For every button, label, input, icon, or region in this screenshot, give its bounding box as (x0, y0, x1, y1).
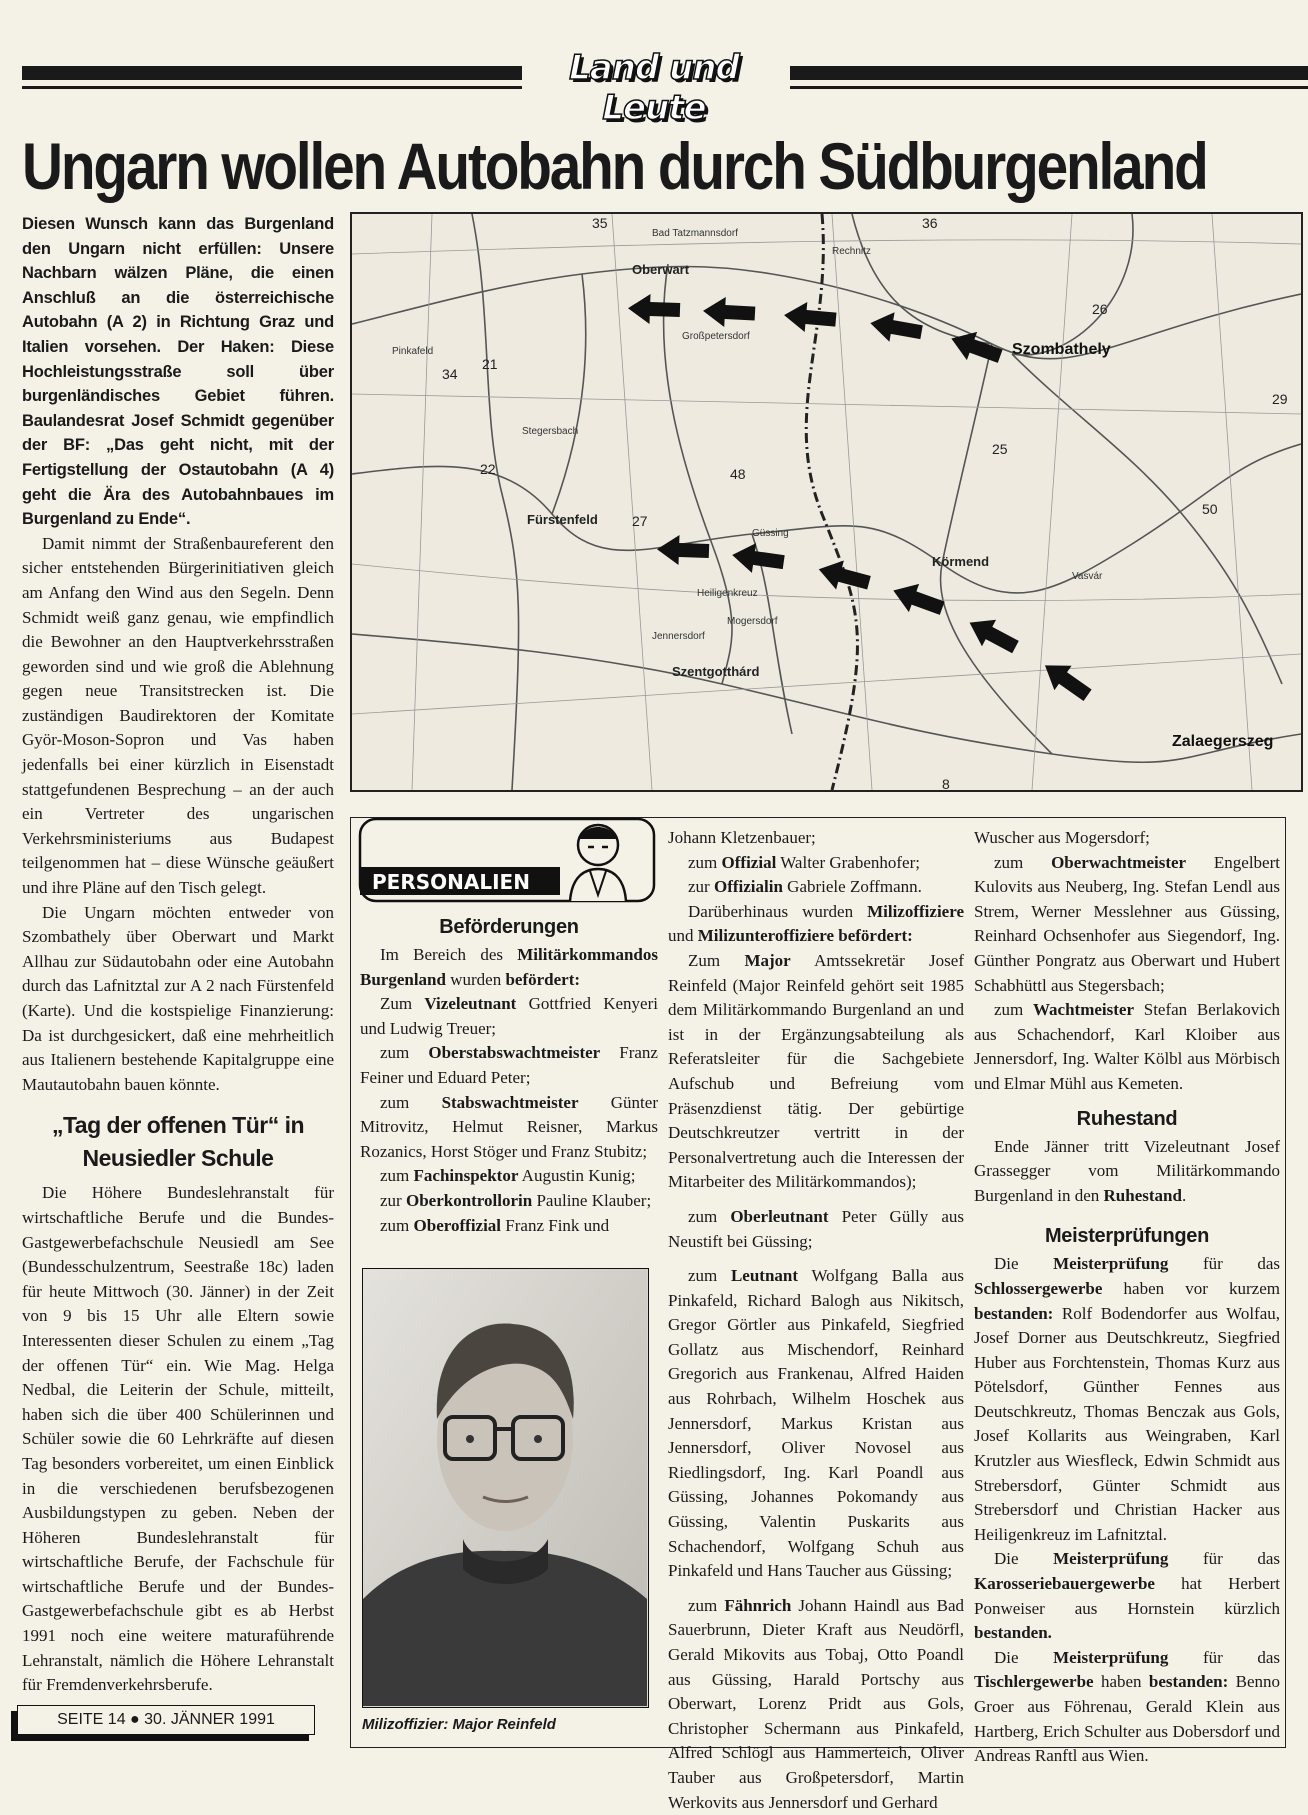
map-town: Vasvár (1072, 571, 1103, 582)
text-run: Engelbert Kulovits aus Neuberg, Ing. Stefan Lendl aus Strem, Werner Messlehner aus Güssing, Reinhard Ochsenhofer aus Siegendorf, Ing. Günther Pongratz aus Oberwart und Hubert Schabhüttl aus Stegersbach; (974, 852, 1280, 995)
personalien-paragraph (974, 826, 1280, 851)
map-town: Zalaegerszeg (1172, 733, 1274, 750)
personalien-paragraph (360, 1041, 658, 1090)
road-number: 48 (730, 466, 746, 482)
text-run: zum (688, 1595, 725, 1615)
personalien-paragraph (974, 998, 1280, 1096)
bold-term: Leutnant (730, 1266, 799, 1286)
road-number: 35 (592, 215, 608, 231)
bold-term: Meisterprüfung (1053, 1647, 1169, 1667)
road-number: 26 (1092, 301, 1108, 317)
road-number: 29 (1272, 391, 1288, 407)
personalien-column-2 (668, 826, 964, 1815)
text-run: und (668, 926, 698, 946)
bold-term: Offizial (721, 852, 777, 872)
road-number: 22 (480, 461, 496, 477)
bold-term: befördert: (505, 969, 581, 989)
school-paragraph: Die Höhere Bundeslehranstalt für wirtschaftliche Berufe und die Bundes-Gastgewerbefachschule Neusiedl am See (Bundesschulzentrum, Seestraße 18c) laden für heute Mittwoch (30. Jänner) in der Zeit von 9 bis 15 Uhr alle Eltern sowie Interessenten dieser Schulen zu einem „Tag der offenen Tür“ ein. Wie Mag. Helga Nedbal, die Leiterin der Schule, mitteilt, haben sich die über 400 Schülerinnen und Schüler sowie die 60 Lehrkräfte auf diesen Tag besonders vorbereitet, um einen Einblick in die verschiedenen berufsbezogenen Ausbildungstypen zu geben. Neben der Höheren Bundeslehranstalt für wirtschaftliche Berufe, der Fachschule für wirtschaftliche Berufe und der Bundes-Gastgewerbefachschule gibt es ab Herbst 1991 noch eine weitere maturaführende Lehranstalt, nämlich die Höhere Lehranstalt für Fremdenverkehrsberufe. (22, 1183, 334, 1695)
article-paragraph: Die Ungarn möchten entweder von Szombathely über Oberwart und Markt Allhau zur Südautobahn oder eine Autobahn durch das Lafnitztal zur A 2 nach Fürstenfeld (Karte). Und die kostspielige Finanzierung: Da ist durchgesickert, daß eine mehrheitlich aus Italienern bestehende Kapitalgruppe eine Mautautobahn bauen könnte. (22, 902, 334, 1094)
bold-term: Milizunteroffiziere befördert: (697, 926, 913, 946)
text-run: Zum (380, 994, 425, 1014)
text-run: für das (1168, 1549, 1281, 1569)
text-run: Ende Jänner tritt Vizeleutnant Josef Grassegger vom Militärkommando Burgenland in den (974, 1136, 1280, 1205)
personalien-paragraph (360, 1164, 658, 1189)
page-footer (17, 1705, 315, 1735)
personalien-paragraph (974, 1252, 1280, 1547)
text-run: zum (994, 852, 1052, 872)
personalien-paragraph (974, 1135, 1280, 1209)
text-run: Die (994, 1647, 1054, 1667)
border-line (806, 214, 857, 790)
section-rule-right (790, 66, 1308, 80)
personalien-paragraph (668, 1264, 964, 1584)
road-number: 25 (992, 441, 1008, 457)
bullet-icon: ● (130, 1711, 145, 1728)
personalien-paragraph (974, 1646, 1280, 1769)
promotions-heading: Beförderungen (439, 916, 579, 938)
road-number: 34 (442, 366, 458, 382)
text-run: Wuscher aus Mogersdorf; (974, 828, 1150, 847)
map-town: Stegersbach (522, 426, 579, 437)
bold-term: Offizialin (713, 877, 783, 897)
road-number: 8 (942, 776, 950, 790)
personalien-paragraph (360, 992, 658, 1041)
text-run: für das (1168, 1647, 1281, 1667)
bold-term: Oberoffizial (413, 1215, 502, 1235)
exams-heading: Meisterprüfungen (1044, 1225, 1210, 1248)
text-run: Walter Grabenhofer; (776, 852, 920, 872)
map-town: Großpetersdorf (682, 331, 750, 342)
text-run: Augustin Kunig; (518, 1166, 636, 1186)
article-paragraph: Damit nimmt der Straßenbaureferent den sicher entstehenden Bürgerinitiativen gleich am Anfang den Wind aus den Segeln. Denn Schmidt weiß ganz genau, wie empfindlich die Bewohner an den Hauptverkehrsstraßen geworden sind und wie groß die Ablehnung gegen neue Transitstrecken ist. Die zuständigen Baudirektoren der Komitate Györ-Moson-Sopron und Vas haben jedenfalls bei einer kürzlich in Eisenstadt stattgefundenen Besprechung – an der auch ein Vertreter des ungarischen Verkehrsministeriums aus Budapest teilgenommen hat – diese Wünsche geäußert und ihre Pläne auf den Tisch gelegt. (22, 533, 334, 898)
bold-term: Stabswachtmeister (441, 1092, 579, 1112)
text-run: Johann Haindl aus Bad Sauerbrunn, Dieter Kraft aus Neudörfl, Gerald Mikovits aus Tobaj, Otto Poandl aus Güssing, Harald Portschy aus Oberwart, Lorenz Pridt aus Gols, Christopher Schermann aus Pinkafeld, Alfred Schlögl aus Hammerteich, Oliver Tauber aus Großpetersdorf, Martin Werkovits aus Jennersdorf und Gerhard (668, 1595, 964, 1812)
personalien-column-1 (360, 905, 658, 1238)
map-town: Szombathely (1012, 341, 1111, 358)
text-run: zur (380, 1190, 406, 1210)
personalien-label: PERSONALIEN (372, 870, 530, 894)
photo-caption: Milizoffizier: Major Reinfeld (362, 1716, 556, 1733)
map-town: Oberwart (632, 262, 690, 277)
text-run: Die (994, 1549, 1054, 1569)
bold-term: Karosseriebauergewerbe (974, 1574, 1155, 1594)
map-town: Güssing (752, 528, 789, 539)
text-run: zum (380, 1215, 414, 1235)
map-roads (352, 214, 1301, 790)
text-run: wurden (445, 969, 506, 989)
map-town: Körmend (932, 554, 990, 569)
personalien-paragraph (668, 900, 964, 949)
road-number: 27 (632, 513, 648, 529)
map-town: Bad Tatzmannsdorf (652, 228, 738, 239)
road-number: 50 (1202, 501, 1218, 517)
text-run: Zum (688, 950, 745, 970)
section-rule-right-thin (790, 86, 1308, 89)
section-title: Land und Leute (569, 48, 739, 128)
bold-term: Meisterprüfung (1053, 1549, 1169, 1569)
text-run: Die (994, 1254, 1054, 1274)
bold-term: Meisterprüfung (1053, 1254, 1169, 1274)
text-run: hat Herbert Ponweiser aus Hornstein kürzlich (974, 1574, 1280, 1618)
bold-term: Wachtmeister (1033, 1000, 1135, 1020)
bold-term: Milizoffiziere (867, 901, 964, 921)
road-number: 36 (922, 215, 938, 231)
text-run: Gabriele Zoffmann. (782, 877, 922, 897)
personalien-paragraph (668, 949, 964, 1195)
bold-term: Fachinspektor (413, 1166, 519, 1186)
bold-term: bestanden: (1148, 1672, 1229, 1692)
map-town: Heiligenkreuz (697, 588, 758, 599)
personalien-paragraph (668, 851, 964, 876)
text-run: zum (688, 1266, 731, 1286)
bold-term: Oberleutnant (730, 1206, 829, 1226)
personalien-paragraph (360, 1091, 658, 1165)
text-run: Pauline Klauber; (532, 1190, 652, 1210)
personalien-paragraph (974, 851, 1280, 999)
text-run: zum (380, 1092, 442, 1112)
bold-term: Militärkommandos Burgenland (360, 945, 658, 989)
text-run: Wolfgang Balla aus Pinkafeld, Richard Balogh aus Nikitsch, Gregor Görtler aus Pinkafeld, Siegfried Gollatz aus Mischendorf, Reinhard Gregorich aus Frankenau, Alfred Haiden aus Rohrbach, Wilhelm Hoschek aus Jennersdorf, Markus Kristan aus Jennersdorf, Oliver Novosel aus Riedlingsdorf, Ing. Karl Poandl aus Güssing, Johannes Pokomandy aus Güssing, Valentin Puskarits aus Schachendorf, Wolfgang Schuh aus Pinkafeld und Hans Taucher aus Güssing; (668, 1266, 964, 1581)
text-run: zum (994, 1000, 1033, 1020)
article-lead: Diesen Wunsch kann das Burgenland den Ungarn nicht erfüllen: Unsere Nachbarn wälzen Pläne, die einen Anschluß an die österreichische Autobahn (A 2) in Richtung Graz und Italien vorsehen. Der Haken: Diese Hochleistungsstraße soll über burgenländisches Gebiet führen. Baulandesrat Josef Schmidt gegenüber der BF: „Das geht nicht, mit der Fertigstellung der Ostautobahn (A 4) geht die Ära des Autobahnbaues im Burgenland zu Ende“. (22, 215, 334, 529)
text-run: Benno Groer aus Föhrenau, Gerald Klein aus Hartberg, Erich Schulter aus Dobersdorf und Andreas Ranftl aus Wien. (974, 1672, 1280, 1766)
text-run: Darüberhinaus wurden (688, 901, 868, 921)
section-rule-left-thin (22, 86, 522, 89)
road-map (350, 212, 1303, 792)
bold-term: Oberkontrollorin (405, 1190, 533, 1210)
bold-term: Fähnrich (724, 1595, 792, 1615)
personalien-paragraph (668, 826, 964, 851)
bold-term: Major (744, 950, 791, 970)
text-run: zum (688, 852, 722, 872)
personalien-paragraph (668, 1205, 964, 1254)
map-graphic (352, 214, 1301, 790)
road-number: 21 (482, 356, 498, 372)
bold-term: Tischlergewerbe (974, 1672, 1094, 1692)
text-run: zum (380, 1166, 414, 1186)
portrait-photo (362, 1268, 649, 1708)
text-run: Amtssekretär Josef Reinfeld (Major Reinfeld gehört seit 1985 dem Militärkommando Burgenland an und ist in der Ergänzungsabteilung als Referatsleiter für die Sachgebiete Aufschub und Befreiung vom Präsenzdienst tätig. Der gebürtige Deutschkreutzer vertritt in der Personalvertretung auch die Interessen der Mitarbeiter des Militärkommandos); (668, 950, 964, 1192)
text-run: haben (1093, 1672, 1149, 1692)
text-run: Franz Feiner und Eduard Peter; (360, 1043, 658, 1087)
text-run: zur (688, 877, 714, 897)
text-run: Rolf Bodendorfer aus Wolfau, Josef Dorner aus Deutschkreutz, Siegfried Huber aus Forchtenstein, Thomas Kurz aus Pötelsdorf, Günther Fennes aus Deutschkreutz, Thomas Benczak aus Gols, Josef Kollarits aus Weingraben, Karl Krutzler aus Wiesfleck, Edwin Schmidt aus Strebersdorf, Günter Schmidt aus Strebersdorf und Christian Hacker aus Heiligenkreuz im Lafnitztal. (974, 1303, 1280, 1544)
text-run: zum (380, 1043, 429, 1063)
text-run: Im Bereich des (380, 945, 518, 964)
map-town: Pinkafeld (392, 346, 434, 357)
personalien-banner (358, 815, 658, 905)
personalien-paragraph (360, 1214, 658, 1239)
personalien-paragraph (360, 943, 658, 992)
school-headline: „Tag der offenen Tür“ in Neusiedler Schule (51, 1112, 305, 1172)
map-minor-roads (352, 214, 1301, 790)
bold-term: Ruhestand (1103, 1185, 1182, 1205)
article-column (22, 212, 334, 1698)
text-run: Johann Kletzenbauer; (668, 828, 816, 847)
bold-term: Vizeleutnant (424, 994, 517, 1014)
headline: Ungarn wollen Autobahn durch Südburgenland (22, 129, 1207, 203)
retirement-heading: Ruhestand (1076, 1107, 1178, 1130)
text-run: Stefan Berlakovich aus Schachendorf, Karl Kloiber aus Jennersdorf, Ing. Walter Kölbl aus Mörbisch und Elmar Mühl aus Kemeten. (974, 1000, 1280, 1093)
bold-term: Oberwachtmeister (1051, 852, 1187, 872)
text-run: zum (688, 1206, 731, 1226)
issue-date: 30. JÄNNER 1991 (144, 1711, 275, 1728)
text-run: Gottfried Kenyeri und Ludwig Treuer; (360, 994, 658, 1038)
bold-term: Oberstabswachtmeister (428, 1043, 601, 1063)
personalien-paragraph (668, 875, 964, 900)
text-run: für das (1168, 1254, 1281, 1274)
text-run: Peter Gülly aus Neustift bei Güssing; (668, 1206, 964, 1251)
personalien-column-3 (974, 826, 1280, 1769)
map-town: Mogersdorf (727, 616, 778, 627)
personalien-paragraph (668, 1594, 964, 1815)
map-town: Jennersdorf (652, 631, 705, 642)
text-run: . (1181, 1185, 1187, 1205)
text-run: Günter Mitrovitz, Helmut Reisner, Markus Rozanics, Horst Stöger und Franz Stubitz; (360, 1092, 658, 1161)
person-icon (570, 825, 626, 901)
map-town: Szentgotthárd (672, 664, 760, 679)
text-run: haben vor kurzem (1102, 1278, 1280, 1298)
text-run: Franz Fink und (501, 1215, 610, 1235)
bold-term: bestanden. (974, 1623, 1052, 1643)
personalien-paragraph (360, 1189, 658, 1214)
map-town: Rechnitz (832, 246, 871, 257)
page-number: SEITE 14 (57, 1711, 126, 1728)
section-rule-left (22, 66, 522, 80)
bold-term: Schlossergewerbe (974, 1278, 1103, 1298)
bold-term: bestanden: (974, 1303, 1054, 1323)
map-town: Fürstenfeld (527, 512, 598, 527)
personalien-paragraph (974, 1547, 1280, 1645)
